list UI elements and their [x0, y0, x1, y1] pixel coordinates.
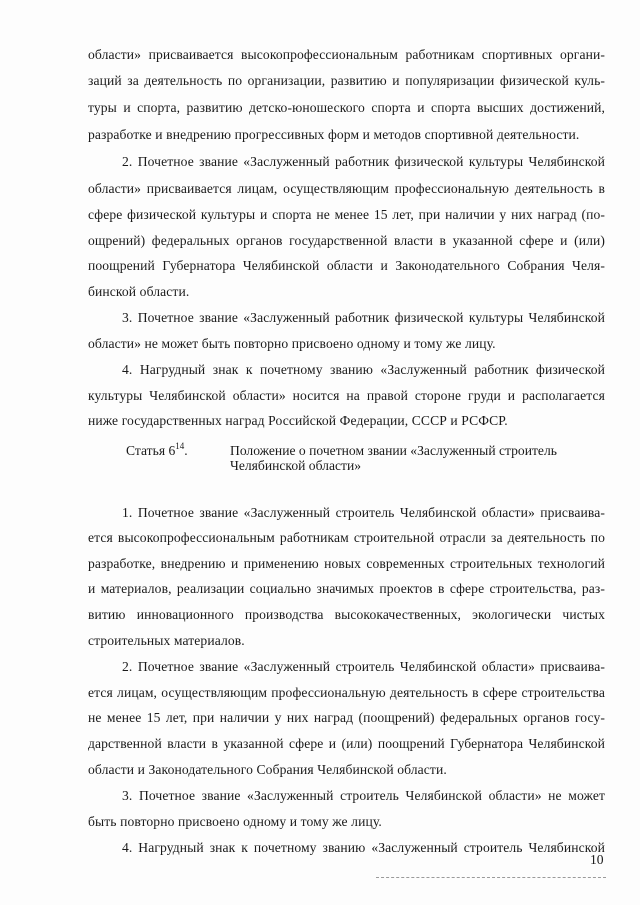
a2-line-0: 2. Почетное звание «Заслуженный строитель Челябинской области» присваива- [122, 659, 605, 674]
p1-line-3: ощрений) федеральных органов государственной власти в указанной сфере и (или) [88, 233, 605, 248]
p0-line-0: области» присваивается высокопрофессиональным работникам спортивных органи- [88, 47, 605, 62]
p1-line-5: бинской области. [88, 284, 190, 299]
a2-line-3: дарственной власти в указанной сфере и (или) поощрений Губернатора Челябинской [88, 736, 605, 751]
a1-line-2: разработке, внедрению и применению новых современных строительных технологий [88, 556, 605, 571]
p0-line-1: заций за деятельность по организации, развитию и популяризации физической куль- [88, 73, 605, 88]
a2-line-1: ется лицам, осуществляющим профессиональную деятельность в сфере строительства [88, 685, 605, 700]
p1-line-2: сфере физической культуры и спорта не менее 15 лет, при наличии у них наград (по- [88, 207, 605, 222]
a1-line-4: витию инновационного производства высококачественных, экологически чистых [88, 607, 605, 622]
a3-line-1: быть повторно присвоено одному и тому же лицу. [88, 814, 382, 829]
article-title-line1: Положение о почетном звании «Заслуженный строитель [230, 443, 557, 458]
p2-line-1: области» не может быть повторно присвоено одному и тому же лицу. [88, 336, 496, 351]
a2-line-2: не менее 15 лет, при наличии у них наград (поощрений) федеральных органов госу- [88, 710, 605, 725]
a4-line-0: 4. Нагрудный знак к почетному званию «Заслуженный строитель Челябинской [122, 840, 605, 855]
p2-line-0: 3. Почетное звание «Заслуженный работник физической культуры Челябинской [122, 310, 605, 325]
a3-line-0: 3. Почетное звание «Заслуженный строитель Челябинской области» не может [122, 788, 605, 803]
p0-line-3: разработке и внедрению прогрессивных форм и методов спортивной деятельности. [88, 127, 580, 142]
a1-line-5: строительных материалов. [88, 633, 245, 648]
footer-rule [376, 877, 606, 878]
p1-line-1: области» присваивается лицам, осуществляющим профессиональную деятельность в [88, 181, 605, 196]
p0-line-2: туры и спорта, развитию детско-юношеского спорта и спорта высших достижений, [88, 100, 605, 115]
p3-line-2: ниже государственных наград Российской Федерации, СССР и РСФСР. [88, 413, 508, 428]
p3-line-0: 4. Нагрудный знак к почетному званию «Заслуженный работник физической [122, 362, 605, 377]
p3-line-1: культуры Челябинской области» носится на правой стороне груди и располагается [88, 388, 605, 403]
article-heading [126, 437, 557, 473]
a1-line-0: 1. Почетное звание «Заслуженный строитель Челябинской области» присваива- [122, 505, 605, 520]
a1-line-1: ется высокопрофессиональным работникам строительной отрасли за деятельность по [88, 530, 605, 545]
a2-line-4: области и Законодательного Собрания Челябинской области. [88, 762, 447, 777]
article-title-line2: Челябинской области» [230, 458, 362, 473]
page-number: 10 [590, 852, 604, 867]
article-number: Статья $6^{14}$. [126, 441, 188, 458]
a1-line-3: и материалов, реализации социально значимых проектов в сфере строительства, раз- [88, 581, 605, 596]
article-superscript: 14 [175, 441, 185, 451]
p1-line-0: 2. Почетное звание «Заслуженный работник физической культуры Челябинской [122, 154, 605, 169]
p1-line-4: поощрений Губернатора Челябинской области и Законодательного Собрания Челя- [88, 258, 605, 273]
